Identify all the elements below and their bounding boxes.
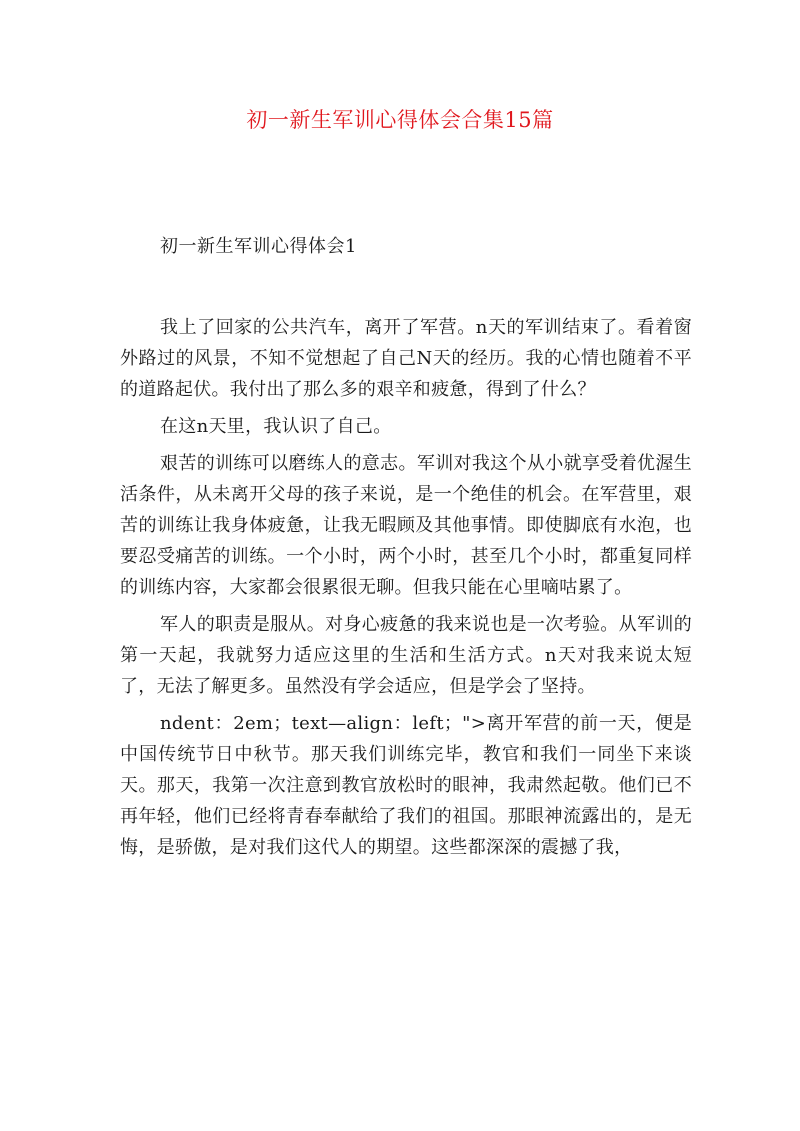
paragraph: ndent：2em；text—align：left；">离开军营的前一天，便是中国传统节日中秋节。那天我们训练完毕，教官和我们一同坐下来谈天。那天，我第一次注意到教官放松时的眼神，我肃然起敬。他们已不再年轻，他们已经将青春奉献给了我们的祖国。那眼神流露出的，是无悔，是骄傲，是对我们这代人的期望。这些都深深的震撼了我， xyxy=(120,713,692,858)
body-text xyxy=(120,312,692,869)
section-heading: 初一新生军训心得体会1 xyxy=(160,236,357,257)
document-title: 初一新生军训心得体会合集15篇 xyxy=(246,108,554,132)
paragraph: 军人的职责是服从。对身心疲惫的我来说也是一次考验。从军训的第一天起，我就努力适应这里的生活和生活方式。n天对我来说太短了，无法了解更多。虽然没有学会适应，但是学会了坚持。 xyxy=(120,614,692,697)
paragraph: 我上了回家的公共汽车，离开了军营。n天的军训结束了。看着窗外路过的风景，不知不觉想起了自己N天的经历。我的心情也随着不平的道路起伏。我付出了那么多的艰辛和疲惫，得到了什么？ xyxy=(120,317,692,400)
paragraph: 艰苦的训练可以磨练人的意志。军训对我这个从小就享受着优渥生活条件，从未离开父母的孩子来说，是一个绝佳的机会。在军营里，艰苦的训练让我身体疲惫，让我无暇顾及其他事情。即使脚底有水泡，也要忍受痛苦的训练。一个小时，两个小时，甚至几个小时，都重复同样的训练内容，大家都会很累很无聊。但我只能在心里嘀咕累了。 xyxy=(120,453,692,598)
paragraph: 在这n天里，我认识了自己。 xyxy=(160,416,392,437)
